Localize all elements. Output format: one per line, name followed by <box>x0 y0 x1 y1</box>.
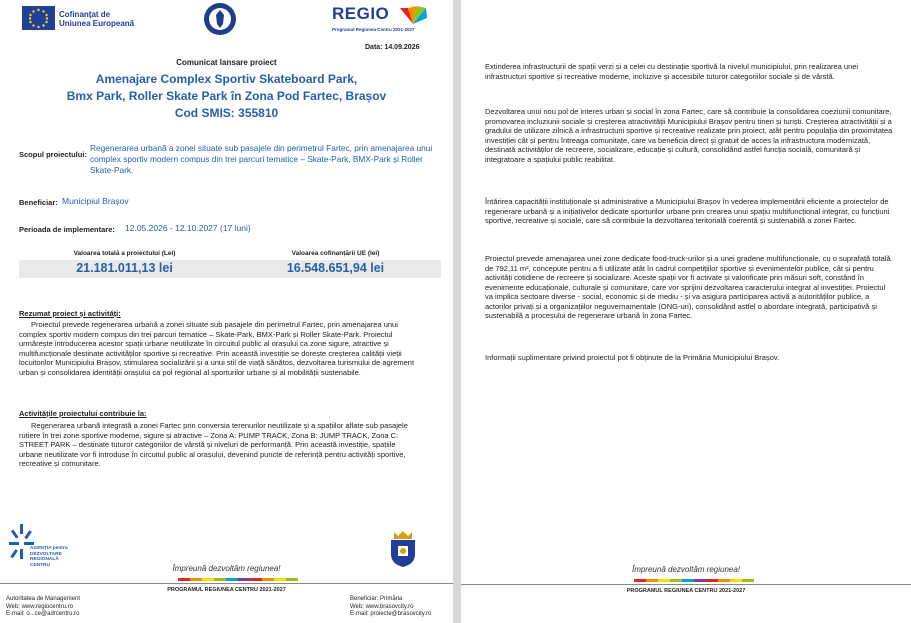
project-title-line: Bmx Park, Roller Skate Park în Zona Pod Fartec, Brașov <box>66 89 387 103</box>
regio-logo-subtitle: Programul Regiunea Centru 2021-2027 <box>332 27 415 32</box>
agency-logo-line4: CENTRU <box>30 562 50 568</box>
footer-left-line: E-mail: o...ce@adrcentru.ro <box>6 611 80 617</box>
total-value-label: Valoarea totală a proiectului (Lei) <box>73 250 176 257</box>
activities-heading: Activitățile proiectului contribuie la: <box>19 409 147 418</box>
document-heading: Comunicat lansare proiect <box>176 58 277 67</box>
regio-logo-title: REGIO <box>332 4 390 23</box>
regio-star-icon <box>398 4 428 26</box>
eu-logo-line1: Cofinanțat de <box>59 10 111 19</box>
summary-heading: Rezumat proiect și activități: <box>19 309 121 318</box>
paragraph: Proiectul prevede amenajarea unei zone dedicate food-truck-urilor și a unei gradene multifuncționale, cu o suprafață totală de 792,11 m², concepute pentru a fi utilizate atât în cadrul competițiilor sportive și evenimentelor publice, cât și pentru activități cotidiene de recreere și socializare. Aceste spații vor fi activate și valorificate prin măsuri soft, constând în evenimente educaționale, culturale și comunitare, care vor sprijini dezvoltarea caracterului integrat al investiției. Proiectul va implica sectoare diverse - social, economic și de mediu - și va asigura participarea activă a autorităților publice, a actorilor privați și a organizațiilor neguvernamentale (ONG-uri), consolidând astfel o abordare integrată, participativă și sustenabilă a procesului de regenerare urbană în zona Fartec. <box>485 254 891 320</box>
color-strip <box>634 579 754 582</box>
beneficiary-value: Municipiul Brașov <box>62 196 129 206</box>
project-title-line: Amenajare Complex Sportiv Skateboard Park, <box>95 72 358 86</box>
tagline: Împreună dezvoltăm regiunea! <box>631 565 741 574</box>
paragraph: Întărirea capacității instituționale și administrative a Municipiului Brașov în vederea implementării eficiente a proiectelor de regenerare urbană și a inițiativelor dedicate sporturilor urbane prin crearea unui spațiu multifuncțional integrat, cu funcțiuni sportive, recreative și sociale, care să contribuie la dezvoltarea teritorială coerentă și sustenabilă a zonei Fartec. <box>485 197 890 225</box>
paragraph: Informații suplimentare privind proiectul pot fi obținute de la Primăria Municipiului Brașov. <box>485 353 780 362</box>
footer-right-line: E-mail: proiecte@brasovcity.ro <box>350 611 432 617</box>
regio-logo <box>332 4 442 36</box>
eu-flag-icon <box>22 6 55 30</box>
footer-left-line: Autoritatea de Management <box>6 596 81 602</box>
scope-label: Scopul proiectului: <box>19 150 87 159</box>
tagline: Împreună dezvoltăm regiunea! <box>172 564 281 573</box>
document-page-1 <box>0 0 453 623</box>
eu-logo-line2: Uniunea Europeană <box>59 19 135 28</box>
program-name: PROGRAMUL REGIUNEA CENTRU 2021-2027 <box>626 588 746 594</box>
agency-logo-line1: AGENȚIA pentru <box>30 546 68 551</box>
project-title <box>0 71 453 122</box>
footer-left-line: Web: www.regiocentru.ro <box>6 603 73 610</box>
document-date: Data: 14.09.2026 <box>365 44 420 51</box>
period-value: 12.05.2026 - 12.10.2027 (17 luni) <box>125 223 251 233</box>
eu-value-label: Valoarea cofinanțării UE (lei) <box>291 250 380 257</box>
summary-text: Proiectul prevede regenerarea urbană a zonei situate sub pasajele din perimetrul Fartec, prin amenajarea unui complex sportiv modern compus din trei parcuri tematice – Skate-Park, BMX-Park și Roller Skate-Park. Proiectul urmărește introducerea acestor spații urbane neutilizate în circuitul public al orașului ca zone sigure, atractive și multifuncționale destinate activităților sportive și recreative. Prin această investiție se dorește creșterea calității vieții locuitorilor Municipiului Brașov, stimularea socializării și a unui stil de viață sănătos, dezvoltarea turismului de agrement urban și consolidarea identității orașului ca pol regional al sporturilor urbane și al mobilității sustenabile. <box>19 320 415 377</box>
values-table <box>19 250 441 280</box>
paragraph: Dezvoltarea unui nou pol de interes urban și social în zona Fartec, care să contribuie la consolidarea coeziunii comunitare, promovarea incluziunii sociale și creșterea atractivității Municipiului Brașov pentru tineri și turiști. Creșterea atractivității și a gradului de utilizare zilnică a infrastructurii sportive și recreative realizate prin proiect, atât pentru populația din proximitatea investiției cât și pentru întreaga comunitate, care va beneficia direct și gratuit de acces la infrastructura modernizată, destinată activităților de recreere, socializare, educație și cultură, consolidând astfel funcția socială, comunitară și integratoare a spațiului public reabilitat. <box>485 107 893 164</box>
scope-text: Regenerarea urbană a zonei situate sub pasajele din perimetrul Fartec, prin amenajarea unui complex sportiv modern compus din trei parcuri tematice – Skate-Park, BMX-Park și Roller Skate-Park. <box>90 143 433 175</box>
eu-logo <box>22 6 152 32</box>
footer-right-line: Beneficiar: Primăria <box>350 596 403 602</box>
project-title-line: Cod SMIS: 355810 <box>174 106 279 120</box>
government-seal-icon <box>203 2 237 36</box>
agency-logo-line3: REGIONALĂ <box>30 557 59 563</box>
footer-right <box>350 596 431 619</box>
period-label: Perioada de implementare: <box>19 225 115 234</box>
agency-logo-line2: DEZVOLTARE <box>30 551 62 557</box>
brasov-coat-of-arms-icon <box>388 530 418 568</box>
footer-right-line: Web: www.brasovcity.ro <box>350 603 414 610</box>
footer-left <box>6 596 80 619</box>
eu-value: 16.548.651,94 lei <box>286 261 385 275</box>
program-name: PROGRAMUL REGIUNEA CENTRU 2021-2027 <box>167 587 286 593</box>
paragraph: Extinderea infrastructurii de spații verzi și a celei cu destinație sportivă la nivelul municipiului, prin realizarea unei infrastructuri sportive și recreative moderne, incluzive și accesibile tuturor categoriilor sociale și de vârstă. <box>485 62 859 81</box>
activities-text: Regenerarea urbană integrată a zonei Fartec prin conversia terenurilor neutilizate și a spațiilor aflate sub pasajele rutiere în trei zone sportive moderne, sigure și atractive – Zona A: PUMP TRACK, Zona B: JUMP TRACK, Zona C: STREET PARK – destinate tuturor categoriilor de vârstă și niveluri de performanță. Prin această investiție, spațiile urbane neutilizate vor fi introduse în circuitul public al orașului, devenind puncte de referință pentru activități sportive, recreative și comunitare. <box>19 421 408 468</box>
total-value: 21.181.011,13 lei <box>76 261 173 275</box>
beneficiary-label: Beneficiar: <box>19 198 58 207</box>
document-page-2 <box>461 0 911 623</box>
color-strip <box>178 578 298 581</box>
